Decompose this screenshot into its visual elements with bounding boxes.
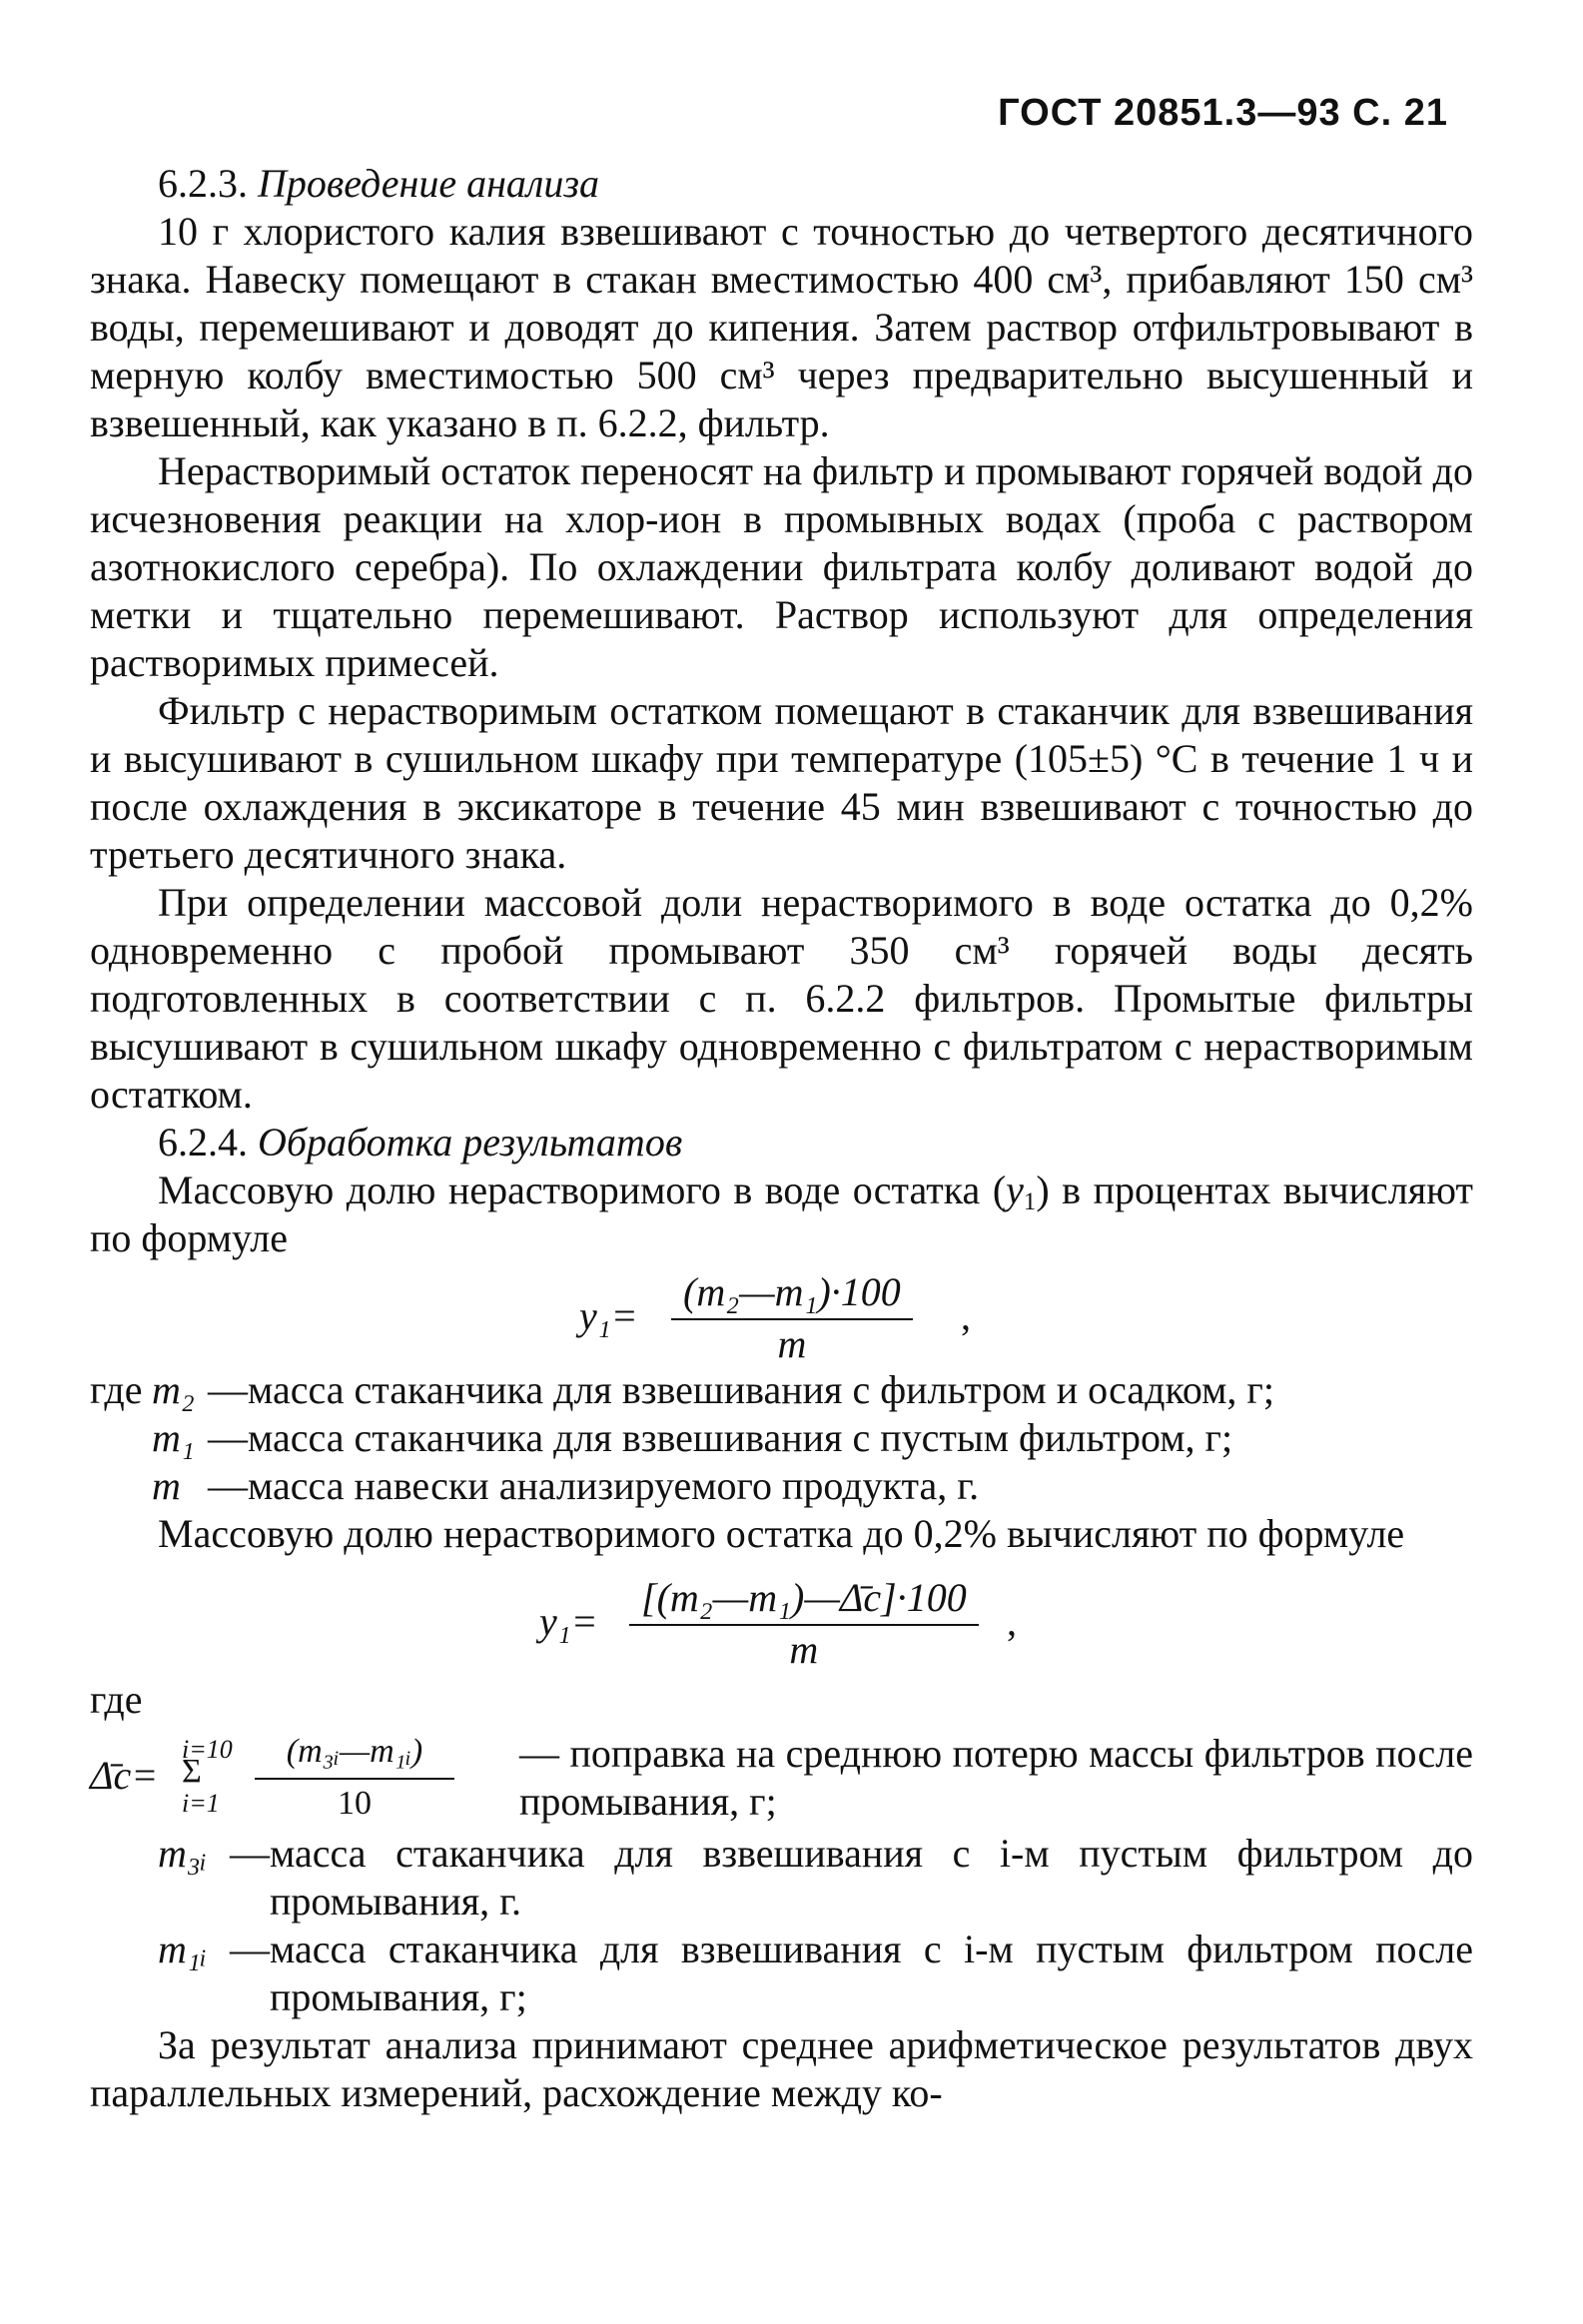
section-number: 6.2.4.: [158, 1120, 248, 1164]
where-label: где: [90, 1367, 143, 1412]
definition-text: масса стаканчика для взвешивания с i-м пустым фильтром после промывания, г;: [270, 1927, 1473, 2019]
section-title: Обработка результатов: [258, 1120, 683, 1164]
paragraph: Нерастворимый остаток переносят на фильтр и промывают горячей водой до исчезновения реакции на хлор-ион в промывных водах (проба с раствором азотнокислого серебра). По охлаждении фильтрата колбу доливают водой до метки и тщательно перемешивают. Раствор используют для определения растворимых примесей.: [90, 448, 1473, 685]
section-number: 6.2.3.: [158, 161, 248, 206]
delta-description: — поправка на среднюю потерю массы фильтров после промывания, г;: [519, 1731, 1473, 1824]
body-text: [90, 160, 1473, 2117]
formula-tail: ,: [1007, 1599, 1017, 1644]
paragraph: Фильтр с нерастворимым остатком помещают в стаканчик для взвешивания и высушивают в сушильном шкафу при температуре (105±5) °С в течение 1 ч и после охлаждения в эксикаторе в течение 45 мин взвешивают с точностью до третьего десятичного знака.: [90, 688, 1473, 877]
definition-row: [90, 1926, 1473, 2021]
section-title: Проведение анализа: [258, 161, 599, 206]
formula-1: [90, 1266, 1473, 1366]
definition-text: масса стаканчика для взвешивания с i-м пустым фильтром до промывания, г.: [270, 1831, 1473, 1924]
intro-paragraph-2: Массовую долю нерастворимого остатка до 0,2% вычисляют по формуле: [158, 1511, 1405, 1556]
section-6-2-4-heading: [90, 1119, 1473, 1166]
delta-denominator: 10: [338, 1785, 372, 1822]
definition-text: масса навески анализируемого продукта, г.: [248, 1463, 980, 1508]
paragraph: 10 г хлористого калия взвешивают с точностью до четвертого десятичного знака. Навеску помещают в стакан вместимостью 400 см³, прибавляют 150 см³ воды, перемешивают и доводят до кипения. Затем раствор отфильтровывают в мерную колбу вместимостью 500 см³ через предварительно высушенный и взвешенный, как указано в п. 6.2.2, фильтр.: [90, 209, 1473, 445]
definition-row: [90, 1830, 1473, 1926]
formula-lhs: y₁=: [539, 1599, 598, 1644]
definition-row: [90, 1366, 1473, 1414]
text-run: Массовую долю нерастворимого в воде остатка (: [158, 1167, 1007, 1212]
delta-fraction: [255, 1728, 454, 1828]
formula-tail: ,: [961, 1293, 971, 1338]
formula-2: [90, 1572, 1473, 1672]
definition-dash: —: [230, 1831, 270, 1876]
intro-paragraph-1: [90, 1166, 1473, 1262]
definition-row: [90, 1462, 1473, 1510]
definition-text: масса стаканчика для взвешивания с фильтром и осадком, г;: [248, 1367, 1274, 1412]
definition-term: m₁: [152, 1415, 195, 1460]
subscript: 1: [1023, 1188, 1037, 1215]
delta-numerator: (m₃ᵢ—m₁ᵢ): [255, 1728, 454, 1780]
definition-dash: —: [208, 1367, 248, 1412]
definition-row: [90, 1414, 1473, 1462]
definition-term: m: [152, 1463, 181, 1508]
text-run: ) в процентах вычисляют по формуле: [90, 1167, 1474, 1260]
delta-correction-formula: [90, 1730, 1473, 1830]
where-label: где: [90, 1677, 143, 1722]
running-header: ГОСТ 20851.3—93 С. 21: [998, 92, 1448, 134]
sum-upper-limit: i=10: [182, 1735, 233, 1764]
definition-text: масса стаканчика для взвешивания с пустым фильтром, г;: [248, 1415, 1233, 1460]
sum-sign: Σ: [182, 1753, 202, 1790]
formula-numerator: (m₂—m₁)·100: [671, 1268, 913, 1320]
definition-term: m₃ᵢ: [158, 1831, 208, 1876]
formula-lhs: y₁=: [579, 1293, 638, 1338]
definition-dash: —: [208, 1415, 248, 1460]
definition-term: m₂: [152, 1367, 195, 1412]
closing-paragraph: За результат анализа принимают среднее арифметическое результатов двух параллельных измерений, расхождение между ко-: [90, 2022, 1473, 2115]
definition-dash: —: [208, 1463, 248, 1508]
formula-denominator: m: [777, 1321, 807, 1366]
delta-lhs: Δ̄с=: [90, 1753, 159, 1798]
formula-numerator: [(m₂—m₁)—Δ̄с]·100: [629, 1574, 979, 1626]
definition-term: m₁ᵢ: [158, 1927, 208, 1971]
formula-fraction: [629, 1574, 979, 1674]
sum-lower-limit: i=1: [182, 1789, 220, 1818]
section-6-2-3-heading: [90, 160, 1473, 208]
definition-dash: —: [230, 1927, 270, 1971]
paragraph: При определении массовой доли нерастворимого в воде остатка до 0,2% одновременно с пробой промывают 350 см³ горячей воды десять подготовленных в соответствии с п. 6.2.2 фильтров. Промытые фильтры высушивают в сушильном шкафу одновременно с фильтратом с нерастворимым остатком.: [90, 880, 1473, 1117]
formula-fraction: [671, 1268, 913, 1368]
formula-denominator: m: [789, 1627, 819, 1672]
variable-y: y: [1006, 1167, 1024, 1212]
